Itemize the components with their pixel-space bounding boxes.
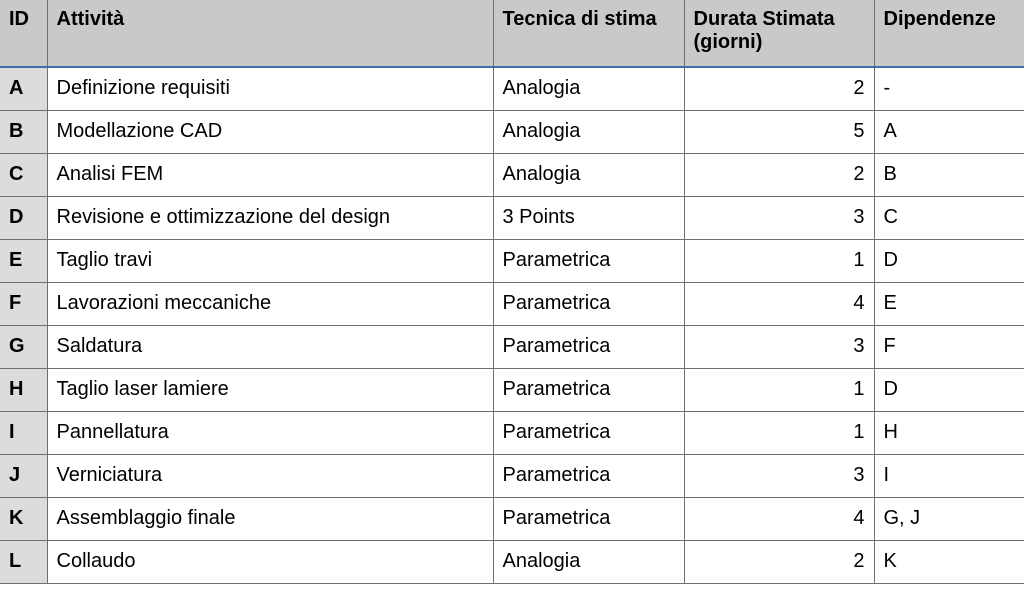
table-row: [0, 368, 1024, 411]
cell-dependencies: B: [874, 153, 1024, 196]
cell-duration: 1: [684, 411, 874, 454]
cell-technique: 3 Points: [493, 196, 684, 239]
cell-duration: 3: [684, 454, 874, 497]
header-activity: Attività: [47, 0, 493, 67]
cell-duration: 5: [684, 110, 874, 153]
cell-dependencies: H: [874, 411, 1024, 454]
cell-activity: Revisione e ottimizzazione del design: [47, 196, 493, 239]
cell-id: E: [0, 239, 47, 282]
cell-duration: 1: [684, 368, 874, 411]
cell-activity: Collaudo: [47, 540, 493, 583]
cell-technique: Parametrica: [493, 497, 684, 540]
cell-technique: Analogia: [493, 153, 684, 196]
table-body: [0, 67, 1024, 583]
cell-duration: 2: [684, 67, 874, 110]
table-row: [0, 196, 1024, 239]
cell-activity: Assemblaggio finale: [47, 497, 493, 540]
cell-dependencies: -: [874, 67, 1024, 110]
cell-dependencies: C: [874, 196, 1024, 239]
table-row: [0, 110, 1024, 153]
cell-duration: 2: [684, 540, 874, 583]
cell-id: D: [0, 196, 47, 239]
cell-dependencies: I: [874, 454, 1024, 497]
cell-technique: Analogia: [493, 110, 684, 153]
table-row: [0, 325, 1024, 368]
cell-duration: 4: [684, 497, 874, 540]
cell-dependencies: F: [874, 325, 1024, 368]
cell-activity: Analisi FEM: [47, 153, 493, 196]
table-row: [0, 497, 1024, 540]
cell-technique: Parametrica: [493, 368, 684, 411]
table-row: [0, 454, 1024, 497]
cell-dependencies: G, J: [874, 497, 1024, 540]
cell-id: H: [0, 368, 47, 411]
cell-activity: Modellazione CAD: [47, 110, 493, 153]
cell-id: J: [0, 454, 47, 497]
cell-activity: Saldatura: [47, 325, 493, 368]
cell-dependencies: D: [874, 368, 1024, 411]
header-technique: Tecnica di stima: [493, 0, 684, 67]
cell-dependencies: E: [874, 282, 1024, 325]
cell-duration: 3: [684, 196, 874, 239]
table-header: [0, 0, 1024, 67]
cell-activity: Taglio laser lamiere: [47, 368, 493, 411]
table-row: [0, 540, 1024, 583]
cell-activity: Pannellatura: [47, 411, 493, 454]
table-row: [0, 239, 1024, 282]
cell-id: F: [0, 282, 47, 325]
cell-id: L: [0, 540, 47, 583]
cell-dependencies: D: [874, 239, 1024, 282]
cell-technique: Analogia: [493, 540, 684, 583]
header-row: [0, 0, 1024, 67]
header-duration: Durata Stimata (giorni): [684, 0, 874, 67]
cell-technique: Parametrica: [493, 239, 684, 282]
table-row: [0, 282, 1024, 325]
cell-id: A: [0, 67, 47, 110]
cell-technique: Parametrica: [493, 282, 684, 325]
header-dependencies: Dipendenze: [874, 0, 1024, 67]
cell-technique: Parametrica: [493, 411, 684, 454]
cell-duration: 2: [684, 153, 874, 196]
table-row: [0, 153, 1024, 196]
cell-technique: Analogia: [493, 67, 684, 110]
cell-activity: Definizione requisiti: [47, 67, 493, 110]
table-row: [0, 411, 1024, 454]
cell-dependencies: K: [874, 540, 1024, 583]
cell-duration: 3: [684, 325, 874, 368]
cell-dependencies: A: [874, 110, 1024, 153]
cell-technique: Parametrica: [493, 325, 684, 368]
cell-technique: Parametrica: [493, 454, 684, 497]
cell-id: G: [0, 325, 47, 368]
cell-id: I: [0, 411, 47, 454]
cell-id: C: [0, 153, 47, 196]
cell-id: K: [0, 497, 47, 540]
cell-duration: 1: [684, 239, 874, 282]
cell-duration: 4: [684, 282, 874, 325]
header-id: ID: [0, 0, 47, 67]
cell-activity: Lavorazioni meccaniche: [47, 282, 493, 325]
cell-activity: Verniciatura: [47, 454, 493, 497]
table-row: [0, 67, 1024, 110]
cell-activity: Taglio travi: [47, 239, 493, 282]
cell-id: B: [0, 110, 47, 153]
